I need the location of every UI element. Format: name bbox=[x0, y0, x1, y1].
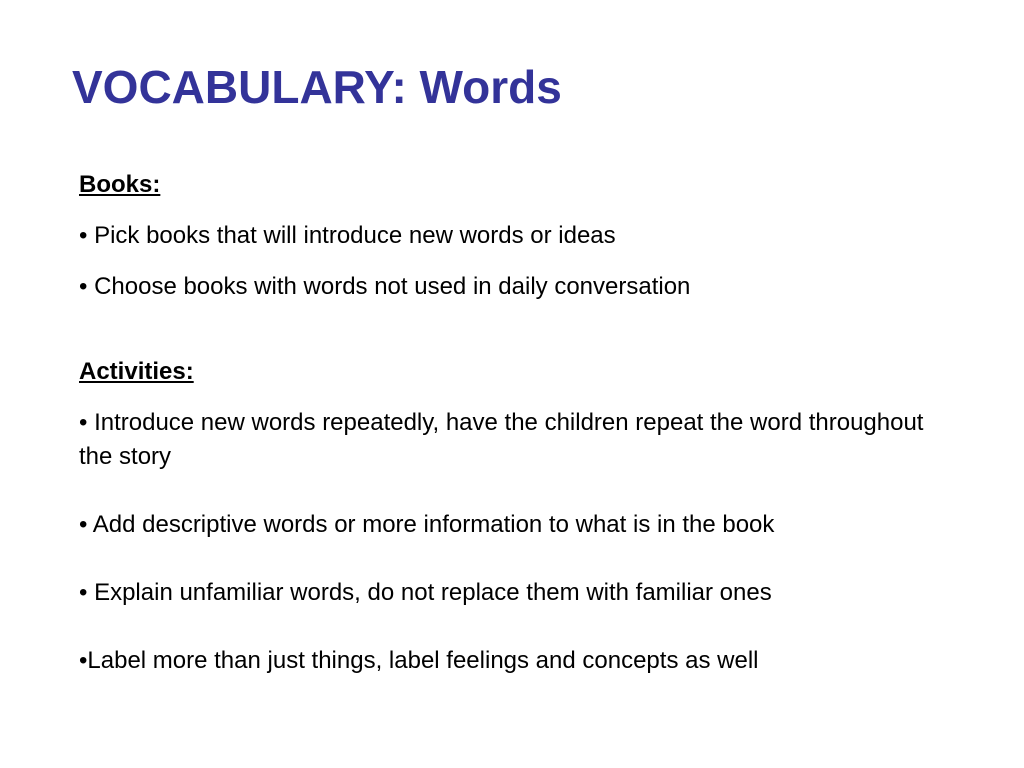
slide-content bbox=[79, 168, 959, 678]
slide-title: VOCABULARY: Words bbox=[72, 61, 562, 113]
books-bullet-pick-books: • Pick books that will introduce new words or ideas bbox=[79, 222, 616, 249]
activities-bullet-explain-unfamiliar: • Explain unfamiliar words, do not replace them with familiar ones bbox=[79, 579, 772, 606]
activities-bullet-label-feelings: •Label more than just things, label feelings and concepts as well bbox=[79, 647, 759, 674]
activities-bullet-add-descriptive: • Add descriptive words or more information to what is in the book bbox=[79, 511, 775, 538]
activities-bullet-introduce-words: • Introduce new words repeatedly, have the children repeat the word throughout the story bbox=[79, 409, 924, 470]
books-bullet-choose-books: • Choose books with words not used in daily conversation bbox=[79, 273, 691, 300]
books-section bbox=[79, 168, 959, 304]
books-heading: Books: bbox=[79, 171, 161, 198]
activities-heading: Activities: bbox=[79, 358, 194, 385]
activities-section bbox=[79, 355, 959, 678]
